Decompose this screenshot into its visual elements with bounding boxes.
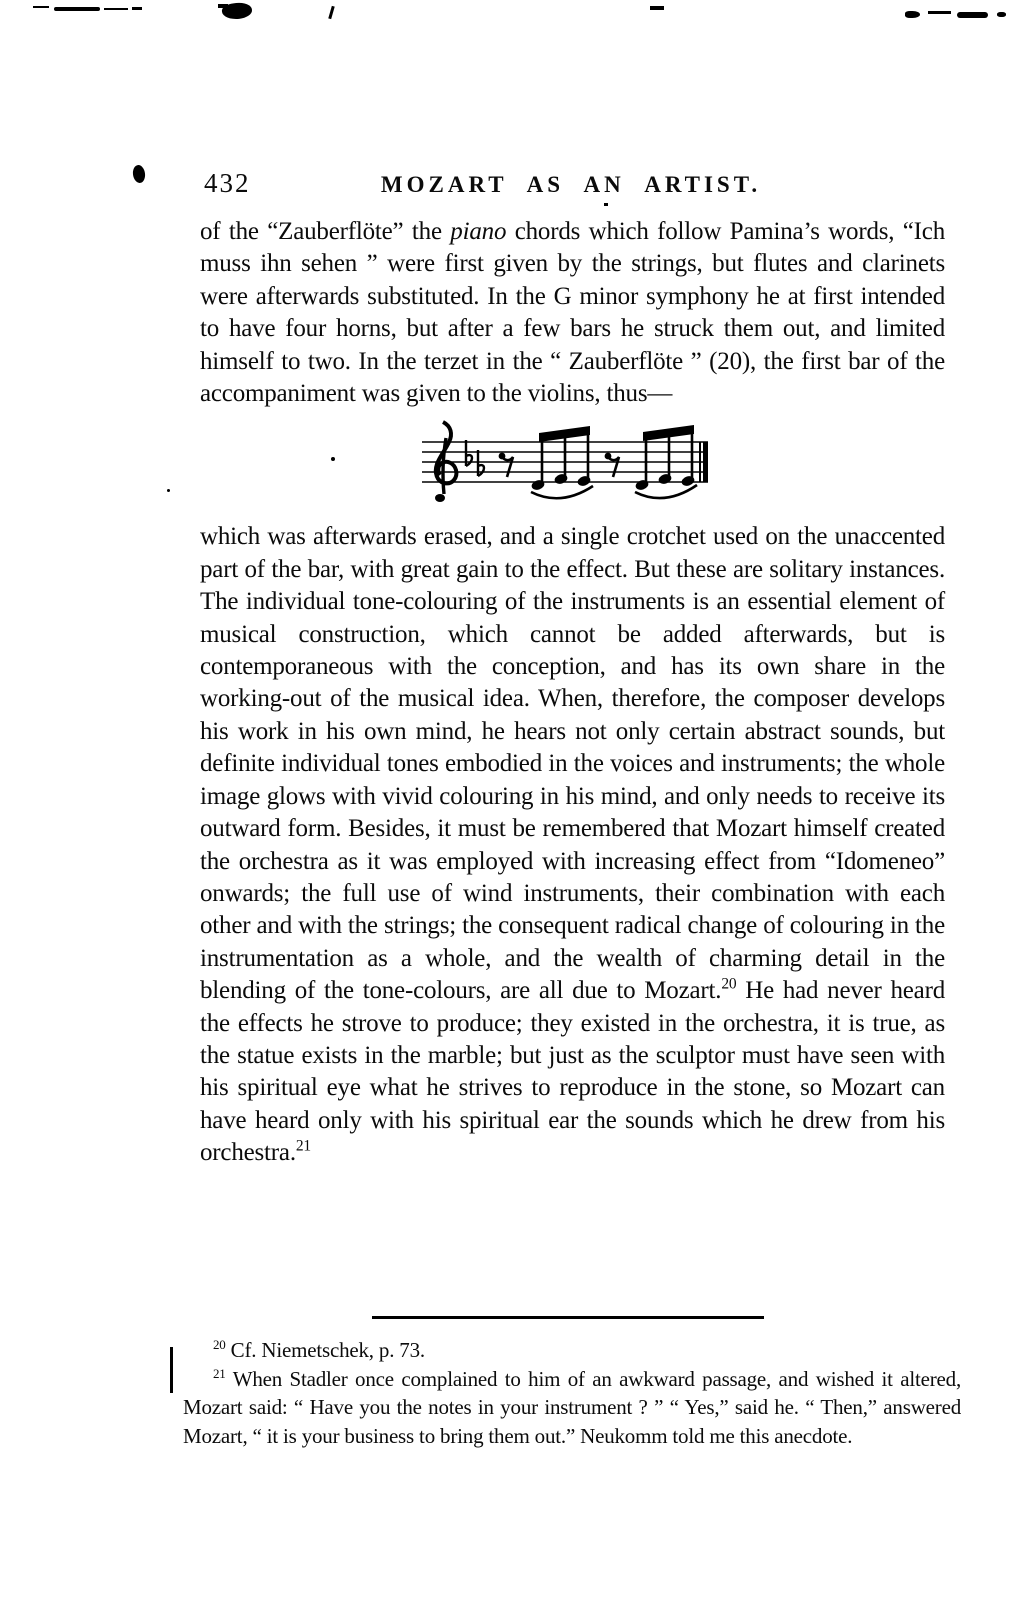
scan-artifact	[33, 6, 49, 8]
scan-artifact	[905, 11, 920, 18]
music-notation-figure	[412, 416, 710, 508]
scan-artifact	[328, 6, 334, 19]
footnote-separator-rule	[372, 1316, 764, 1319]
scan-artifact	[650, 6, 664, 10]
footnote-text: Cf. Niemetschek, p. 73.	[225, 1338, 425, 1362]
footnote-21	[183, 1365, 961, 1451]
scan-artifact	[218, 4, 228, 8]
eighth-rest-icon	[605, 453, 619, 477]
flat-sign-icon	[466, 440, 484, 476]
final-barline	[699, 442, 708, 482]
scan-artifact	[928, 11, 951, 14]
paragraph-2: which was afterwards erased, and a single crotchet used on the unaccented part of the bar, with great gain to the effect. But these are solitary instances. The individual tone-colouring of the instruments is an essential element of musical construction, which cannot be added afterwards, but is contemporaneous with the conception, and has its own share in the working-out of the musical idea. When, therefore, the composer develops his work in his own mind, he hears not only certain abstract sounds, but definite individual tones embodied in the voices and instruments; the whole image glows with vivid colouring in his mind, and only needs to receive its outward form. Besides, it must be remembered that Mozart himself created the orchestra as it was employed with increasing effect from “Idomeneo” onwards; the full use of wind instruments, their combination with each other and with the strings; the consequent radical change of colouring in the instrumentation as a whole, and the wealth of charming detail in the blending of the tone-colours, are all due to Mozart.$^{20}$ He had never heard the effects he strove to produce; they existed in the orchestra, it is true, as the statue exists in the marble; but just as the sculptor must have seen with his spiritual eye what he strives to reproduce in the stone, so Mozart can have heard only with his spiritual ear the sounds which he drew from his orchestra.$^{21}$	[200, 523, 945, 1167]
scan-artifact	[132, 7, 142, 10]
scan-artifact	[604, 203, 608, 206]
scan-artifact	[957, 12, 988, 18]
scan-artifact	[167, 489, 170, 492]
footnote-text: When Stadler once complained to him of an awkward passage, and wished it altered, Mozart said: “ Have you the notes in your instrument ? ” “ Yes,” said he. “ Then,” answered Mozart, “ it is your business to bring them out.” Neukomm told me this anecdote.	[183, 1366, 961, 1448]
scan-dot-artifact	[132, 164, 146, 183]
page-number: 432	[204, 168, 251, 198]
scan-artifact	[54, 7, 100, 11]
footnote-20	[183, 1336, 961, 1365]
footnotes	[183, 1336, 961, 1450]
eighth-rest-icon	[499, 453, 513, 477]
scan-artifact	[104, 8, 128, 10]
paragraph-1: of the “Zauberflöte” the piano chords which follow Pamina’s words, “Ich muss ihn sehen ” were first given by the strings, but flutes and clarinets were afterwards substituted. In the G minor symphony he at first intended to have four horns, but after a few bars he struck them out, and limited himself to two. In the terzet in the “ Zauberflöte ” (20), the first bar of the accompaniment was given to the violins, thus—	[200, 218, 945, 408]
body-text	[200, 216, 945, 1170]
margin-tick-artifact	[170, 1347, 173, 1393]
running-title: MOZART AS AN ARTIST.	[380, 172, 762, 197]
scan-artifact	[997, 12, 1006, 17]
footnote-marker: 21	[213, 1365, 226, 1381]
footnote-marker: 20	[213, 1337, 226, 1352]
